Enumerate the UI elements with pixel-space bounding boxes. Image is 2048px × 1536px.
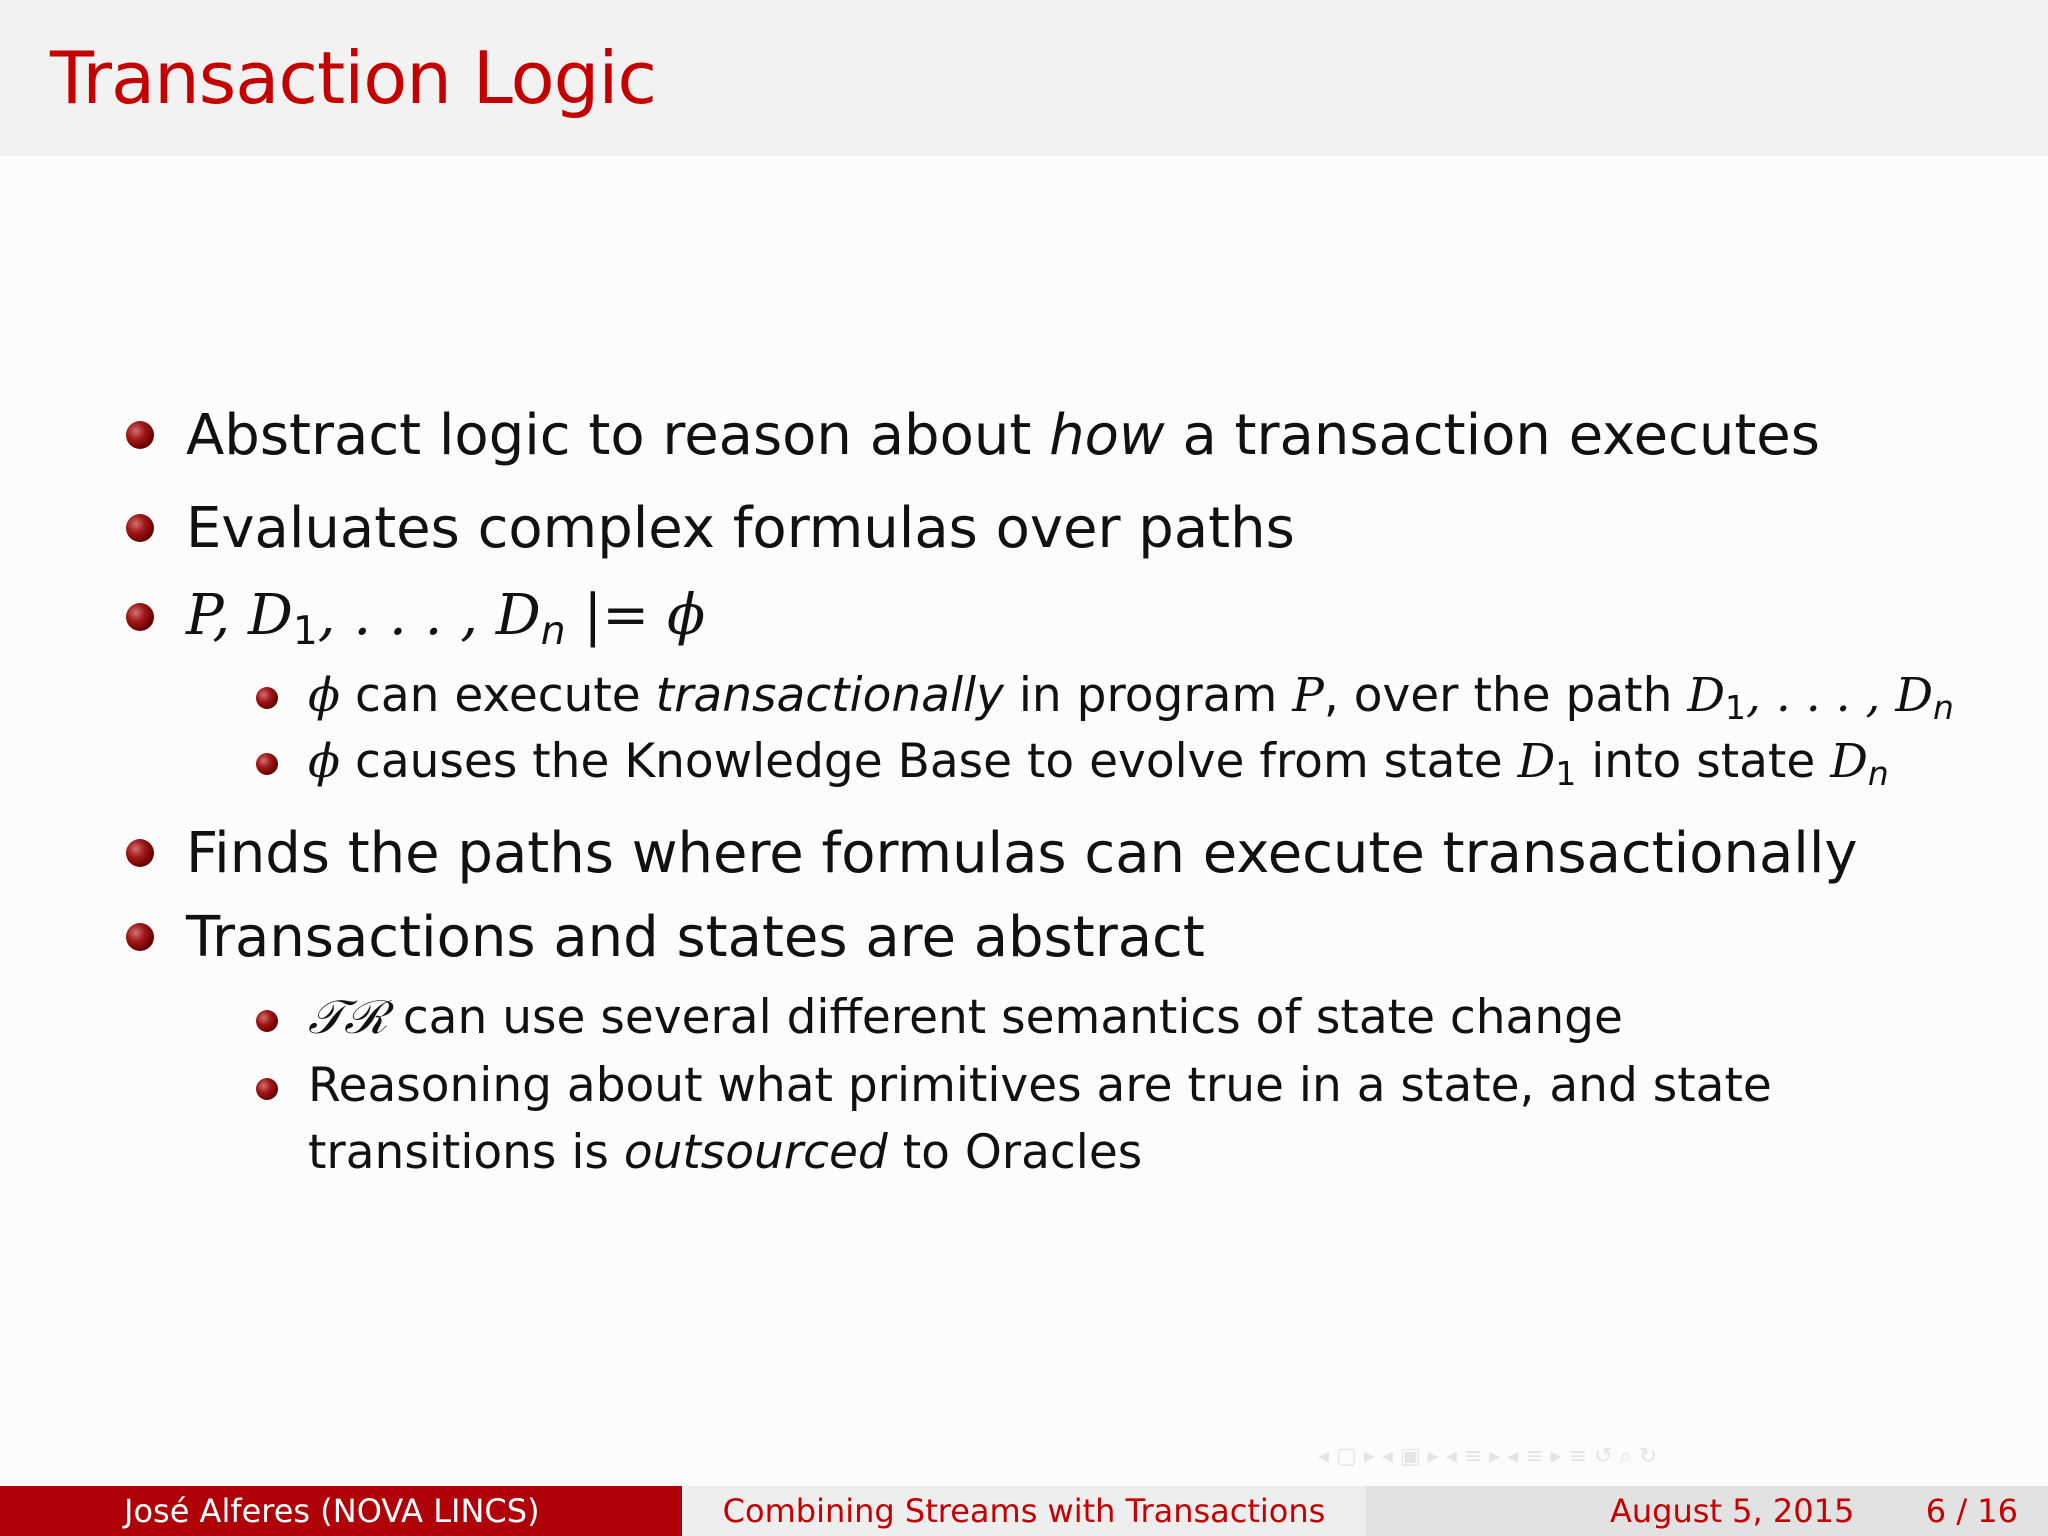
- sub-bullet-transactional-execution: ϕ can execute transactionally in program P, over the path $D_1$, . . . , Dn: [308, 668, 1954, 728]
- bullet-abstract-logic: [186, 403, 1820, 468]
- sub-bullet-oracles: Reasoning about what primitives are true in a state, and state transitions is outsourced to Oracles: [308, 1058, 1772, 1180]
- sub-bullet-icon: [256, 1010, 278, 1032]
- sub-bullet-state-evolution: ϕ causes the Knowledge Base to evolve from state $D_1$ into state Dn: [308, 734, 1889, 794]
- bullet-icon: [126, 421, 154, 449]
- bullet-icon: [126, 603, 154, 631]
- sub-bullet-icon: [256, 753, 278, 775]
- bullet-icon: [126, 923, 154, 951]
- sub-bullet-semantics: 𝒯ℛ can use several different semantics of state change: [308, 990, 1623, 1045]
- footer-author: José Alferes (NOVA LINCS): [0, 1486, 682, 1536]
- bullet-icon: [126, 839, 154, 867]
- footer-date: August 5, 2015: [1610, 1492, 1855, 1530]
- emphasis: how: [1049, 403, 1165, 468]
- bullet-abstract-transactions: Transactions and states are abstract: [186, 905, 1205, 970]
- text: a transaction executes: [1164, 403, 1820, 468]
- bullet-entailment-formula: P, $D_1$, . . . , Dn |= ϕ: [186, 583, 706, 654]
- footer: [0, 1486, 2048, 1536]
- slide-title: Transaction Logic: [50, 36, 656, 120]
- navigation-symbols[interactable]: ◂ ▢ ▸ ◂ ▣ ▸ ◂ ≡ ▸ ◂ ≡ ▸ ≡ ↺ ⌕ ↻: [1318, 1444, 1658, 1469]
- sub-bullet-icon: [256, 687, 278, 709]
- footer-meta: [1366, 1486, 2048, 1536]
- text: Abstract logic to reason about: [186, 403, 1050, 468]
- footer-talk-title: Combining Streams with Transactions: [682, 1486, 1366, 1536]
- bullet-finds-paths: Finds the paths where formulas can execute transactionally: [186, 821, 1858, 886]
- bullet-icon: [126, 514, 154, 542]
- bullet-evaluates-formulas: Evaluates complex formulas over paths: [186, 496, 1295, 561]
- footer-page-number: 6 / 16: [1925, 1492, 2018, 1530]
- sub-bullet-icon: [256, 1078, 278, 1100]
